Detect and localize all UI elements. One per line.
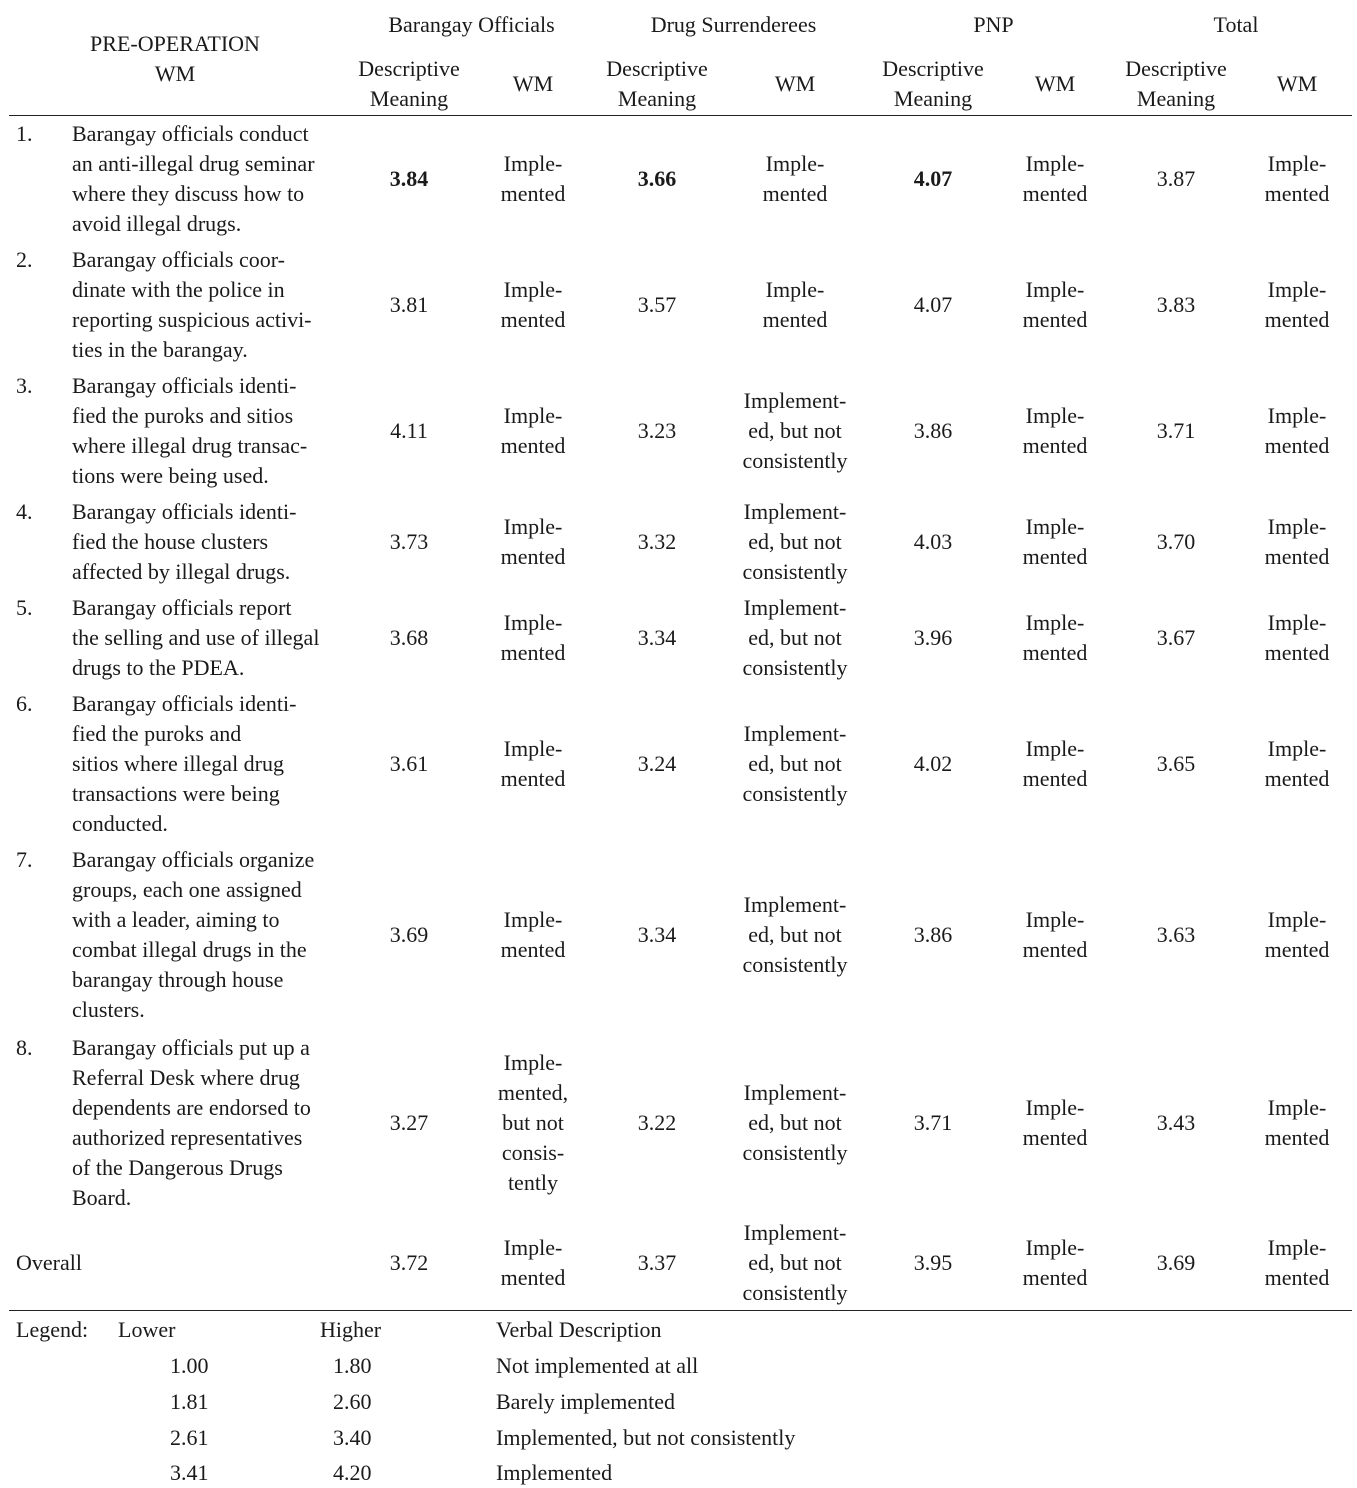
table-row — [0, 497, 1357, 587]
cell-barangay-officials-wm: Imple- mented — [500, 403, 566, 458]
cell-barangay-officials-mean: 3.84 — [389, 166, 429, 191]
cell-pnp-wm: Imple- mented — [1022, 151, 1088, 206]
row-number: 6. — [16, 691, 33, 716]
cell-drug-surrenderees-wm: Implement- ed, but not consistently — [742, 1220, 848, 1305]
cell-barangay-officials-wm: Imple- mented — [500, 736, 566, 791]
section-title: PRE-OPERATION WM — [90, 31, 260, 86]
cell-total-mean: 3.70 — [1156, 529, 1196, 554]
subheader-descriptive-meaning: Descriptive Meaning — [882, 56, 984, 111]
cell-barangay-officials-wm: Imple- mented — [500, 277, 566, 332]
cell-pnp-wm: Imple- mented — [1022, 277, 1088, 332]
cell-drug-surrenderees-mean: 3.57 — [637, 292, 677, 317]
cell-total-mean: 3.63 — [1156, 922, 1196, 947]
cell-drug-surrenderees-wm: Implement- ed, but not consistently — [742, 595, 848, 680]
cell-drug-surrenderees-wm: Implement- ed, but not consistently — [742, 499, 848, 584]
cell-total-mean: 3.87 — [1156, 166, 1196, 191]
overall-label: Overall — [16, 1250, 82, 1275]
group-header-pnp: PNP — [973, 12, 1014, 37]
table-row — [0, 593, 1357, 683]
cell-total-wm: Imple- mented — [1264, 277, 1330, 332]
header-rule — [9, 115, 1352, 116]
cell-barangay-officials-mean: 3.72 — [389, 1250, 429, 1275]
cell-pnp-wm: Imple- mented — [1022, 1235, 1088, 1290]
cell-barangay-officials-wm: Imple- mented — [500, 514, 566, 569]
cell-barangay-officials-mean: 3.81 — [389, 292, 429, 317]
cell-drug-surrenderees-mean: 3.24 — [637, 751, 677, 776]
cell-pnp-mean: 3.96 — [913, 625, 953, 650]
cell-pnp-mean: 3.71 — [913, 1110, 953, 1135]
legend-lower: 1.00 — [170, 1353, 209, 1378]
subheader-descriptive-meaning: Descriptive Meaning — [1125, 56, 1227, 111]
cell-barangay-officials-mean: 3.73 — [389, 529, 429, 554]
subheader-wm: WM — [512, 71, 554, 96]
legend-lower: 2.61 — [170, 1425, 209, 1450]
row-number: 3. — [16, 373, 33, 398]
row-number: 7. — [16, 847, 33, 872]
cell-pnp-wm: Imple- mented — [1022, 610, 1088, 665]
subheader-descriptive-meaning: Descriptive Meaning — [358, 56, 460, 111]
legend-higher: 2.60 — [333, 1389, 372, 1414]
cell-barangay-officials-mean: 3.61 — [389, 751, 429, 776]
cell-total-wm: Imple- mented — [1264, 610, 1330, 665]
legend-description: Not implemented at all — [496, 1353, 699, 1378]
cell-pnp-mean: 3.86 — [913, 922, 953, 947]
legend-higher: 4.20 — [333, 1460, 372, 1485]
cell-drug-surrenderees-wm: Imple- mented — [762, 277, 828, 332]
cell-barangay-officials-wm: Imple- mented, but not consis- tently — [497, 1050, 569, 1195]
cell-drug-surrenderees-wm: Implement- ed, but not consistently — [742, 892, 848, 977]
cell-drug-surrenderees-mean: 3.37 — [637, 1250, 677, 1275]
cell-total-mean: 3.65 — [1156, 751, 1196, 776]
cell-barangay-officials-mean: 3.27 — [389, 1110, 429, 1135]
cell-barangay-officials-wm: Imple- mented — [500, 151, 566, 206]
cell-total-wm: Imple- mented — [1264, 514, 1330, 569]
legend-lower: 3.41 — [170, 1460, 209, 1485]
table-row — [0, 845, 1357, 1025]
cell-drug-surrenderees-wm: Imple- mented — [762, 151, 828, 206]
cell-total-mean: 3.69 — [1156, 1250, 1196, 1275]
table-row — [0, 371, 1357, 491]
row-number: 1. — [16, 121, 33, 146]
cell-drug-surrenderees-mean: 3.32 — [637, 529, 677, 554]
subheader-descriptive-meaning: Descriptive Meaning — [606, 56, 708, 111]
table-row — [0, 689, 1357, 839]
overall-row — [0, 1218, 1357, 1308]
cell-pnp-wm: Imple- mented — [1022, 403, 1088, 458]
cell-drug-surrenderees-mean: 3.34 — [637, 625, 677, 650]
cell-pnp-wm: Imple- mented — [1022, 514, 1088, 569]
cell-total-mean: 3.67 — [1156, 625, 1196, 650]
row-statement: Barangay officials report the selling and use of illegal drugs to the PDEA. — [72, 595, 320, 680]
cell-total-wm: Imple- mented — [1264, 151, 1330, 206]
cell-barangay-officials-wm: Imple- mented — [500, 1235, 566, 1290]
cell-barangay-officials-mean: 3.68 — [389, 625, 429, 650]
row-statement: Barangay officials organize groups, each one assigned with a leader, aiming to combat illegal drugs in the barangay through house clusters. — [72, 847, 315, 1022]
legend-title: Legend: — [16, 1317, 89, 1342]
bottom-rule — [9, 1310, 1352, 1311]
table-row — [0, 245, 1357, 365]
cell-barangay-officials-wm: Imple- mented — [500, 907, 566, 962]
cell-barangay-officials-mean: 4.11 — [390, 418, 428, 443]
legend-col-description: Verbal Description — [496, 1317, 662, 1342]
legend-higher: 3.40 — [333, 1425, 372, 1450]
legend-description: Implemented — [496, 1460, 613, 1485]
cell-pnp-mean: 4.07 — [913, 292, 953, 317]
row-statement: Barangay officials coor- dinate with the police in reporting suspicious activi- ties in the barangay. — [72, 247, 312, 362]
subheader-wm: WM — [1276, 71, 1318, 96]
legend-description: Implemented, but not consistently — [496, 1425, 796, 1450]
cell-total-wm: Imple- mented — [1264, 403, 1330, 458]
group-header-total: Total — [1213, 12, 1259, 37]
cell-drug-surrenderees-mean: 3.22 — [637, 1110, 677, 1135]
cell-pnp-mean: 3.86 — [913, 418, 953, 443]
cell-pnp-wm: Imple- mented — [1022, 736, 1088, 791]
cell-total-wm: Imple- mented — [1264, 907, 1330, 962]
subheader-wm: WM — [1034, 71, 1076, 96]
cell-total-wm: Imple- mented — [1264, 1235, 1330, 1290]
row-number: 5. — [16, 595, 33, 620]
legend-col-lower: Lower — [118, 1317, 176, 1342]
cell-drug-surrenderees-wm: Implement- ed, but not consistently — [742, 388, 848, 473]
row-number: 8. — [16, 1035, 33, 1060]
cell-pnp-wm: Imple- mented — [1022, 907, 1088, 962]
legend-higher: 1.80 — [333, 1353, 372, 1378]
cell-drug-surrenderees-wm: Implement- ed, but not consistently — [742, 721, 848, 806]
cell-total-mean: 3.83 — [1156, 292, 1196, 317]
cell-pnp-mean: 4.03 — [913, 529, 953, 554]
cell-total-mean: 3.71 — [1156, 418, 1196, 443]
subheader-wm: WM — [774, 71, 816, 96]
row-statement: Barangay officials conduct an anti-illegal drug seminar where they discuss how to avoid illegal drugs. — [72, 121, 315, 236]
cell-total-wm: Imple- mented — [1264, 1095, 1330, 1150]
cell-pnp-wm: Imple- mented — [1022, 1095, 1088, 1150]
cell-barangay-officials-wm: Imple- mented — [500, 610, 566, 665]
cell-drug-surrenderees-mean: 3.66 — [637, 166, 677, 191]
group-header-barangay-officials: Barangay Officials — [388, 12, 555, 37]
legend-description: Barely implemented — [496, 1389, 675, 1414]
cell-pnp-mean: 4.07 — [913, 166, 953, 191]
group-header-drug-surrenderees: Drug Surrenderees — [650, 12, 817, 37]
cell-drug-surrenderees-mean: 3.23 — [637, 418, 677, 443]
row-statement: Barangay officials identi- fied the puroks and sitios where illegal drug transactions were being conducted. — [72, 691, 297, 836]
legend-col-higher: Higher — [320, 1317, 382, 1342]
row-statement: Barangay officials put up a Referral Desk where drug dependents are endorsed to authorized representatives of the Dangerous Drugs Board. — [72, 1035, 311, 1210]
legend-lower: 1.81 — [170, 1389, 209, 1414]
cell-pnp-mean: 3.95 — [913, 1250, 953, 1275]
cell-pnp-mean: 4.02 — [913, 751, 953, 776]
table-row — [0, 1033, 1357, 1213]
cell-drug-surrenderees-wm: Implement- ed, but not consistently — [742, 1080, 848, 1165]
cell-total-mean: 3.43 — [1156, 1110, 1196, 1135]
row-number: 4. — [16, 499, 33, 524]
row-statement: Barangay officials identi- fied the house clusters affected by illegal drugs. — [72, 499, 297, 584]
table-row — [0, 119, 1357, 239]
cell-total-wm: Imple- mented — [1264, 736, 1330, 791]
row-statement: Barangay officials identi- fied the puroks and sitios where illegal drug transac- tions were being used. — [72, 373, 308, 488]
cell-barangay-officials-mean: 3.69 — [389, 922, 429, 947]
row-number: 2. — [16, 247, 33, 272]
cell-drug-surrenderees-mean: 3.34 — [637, 922, 677, 947]
